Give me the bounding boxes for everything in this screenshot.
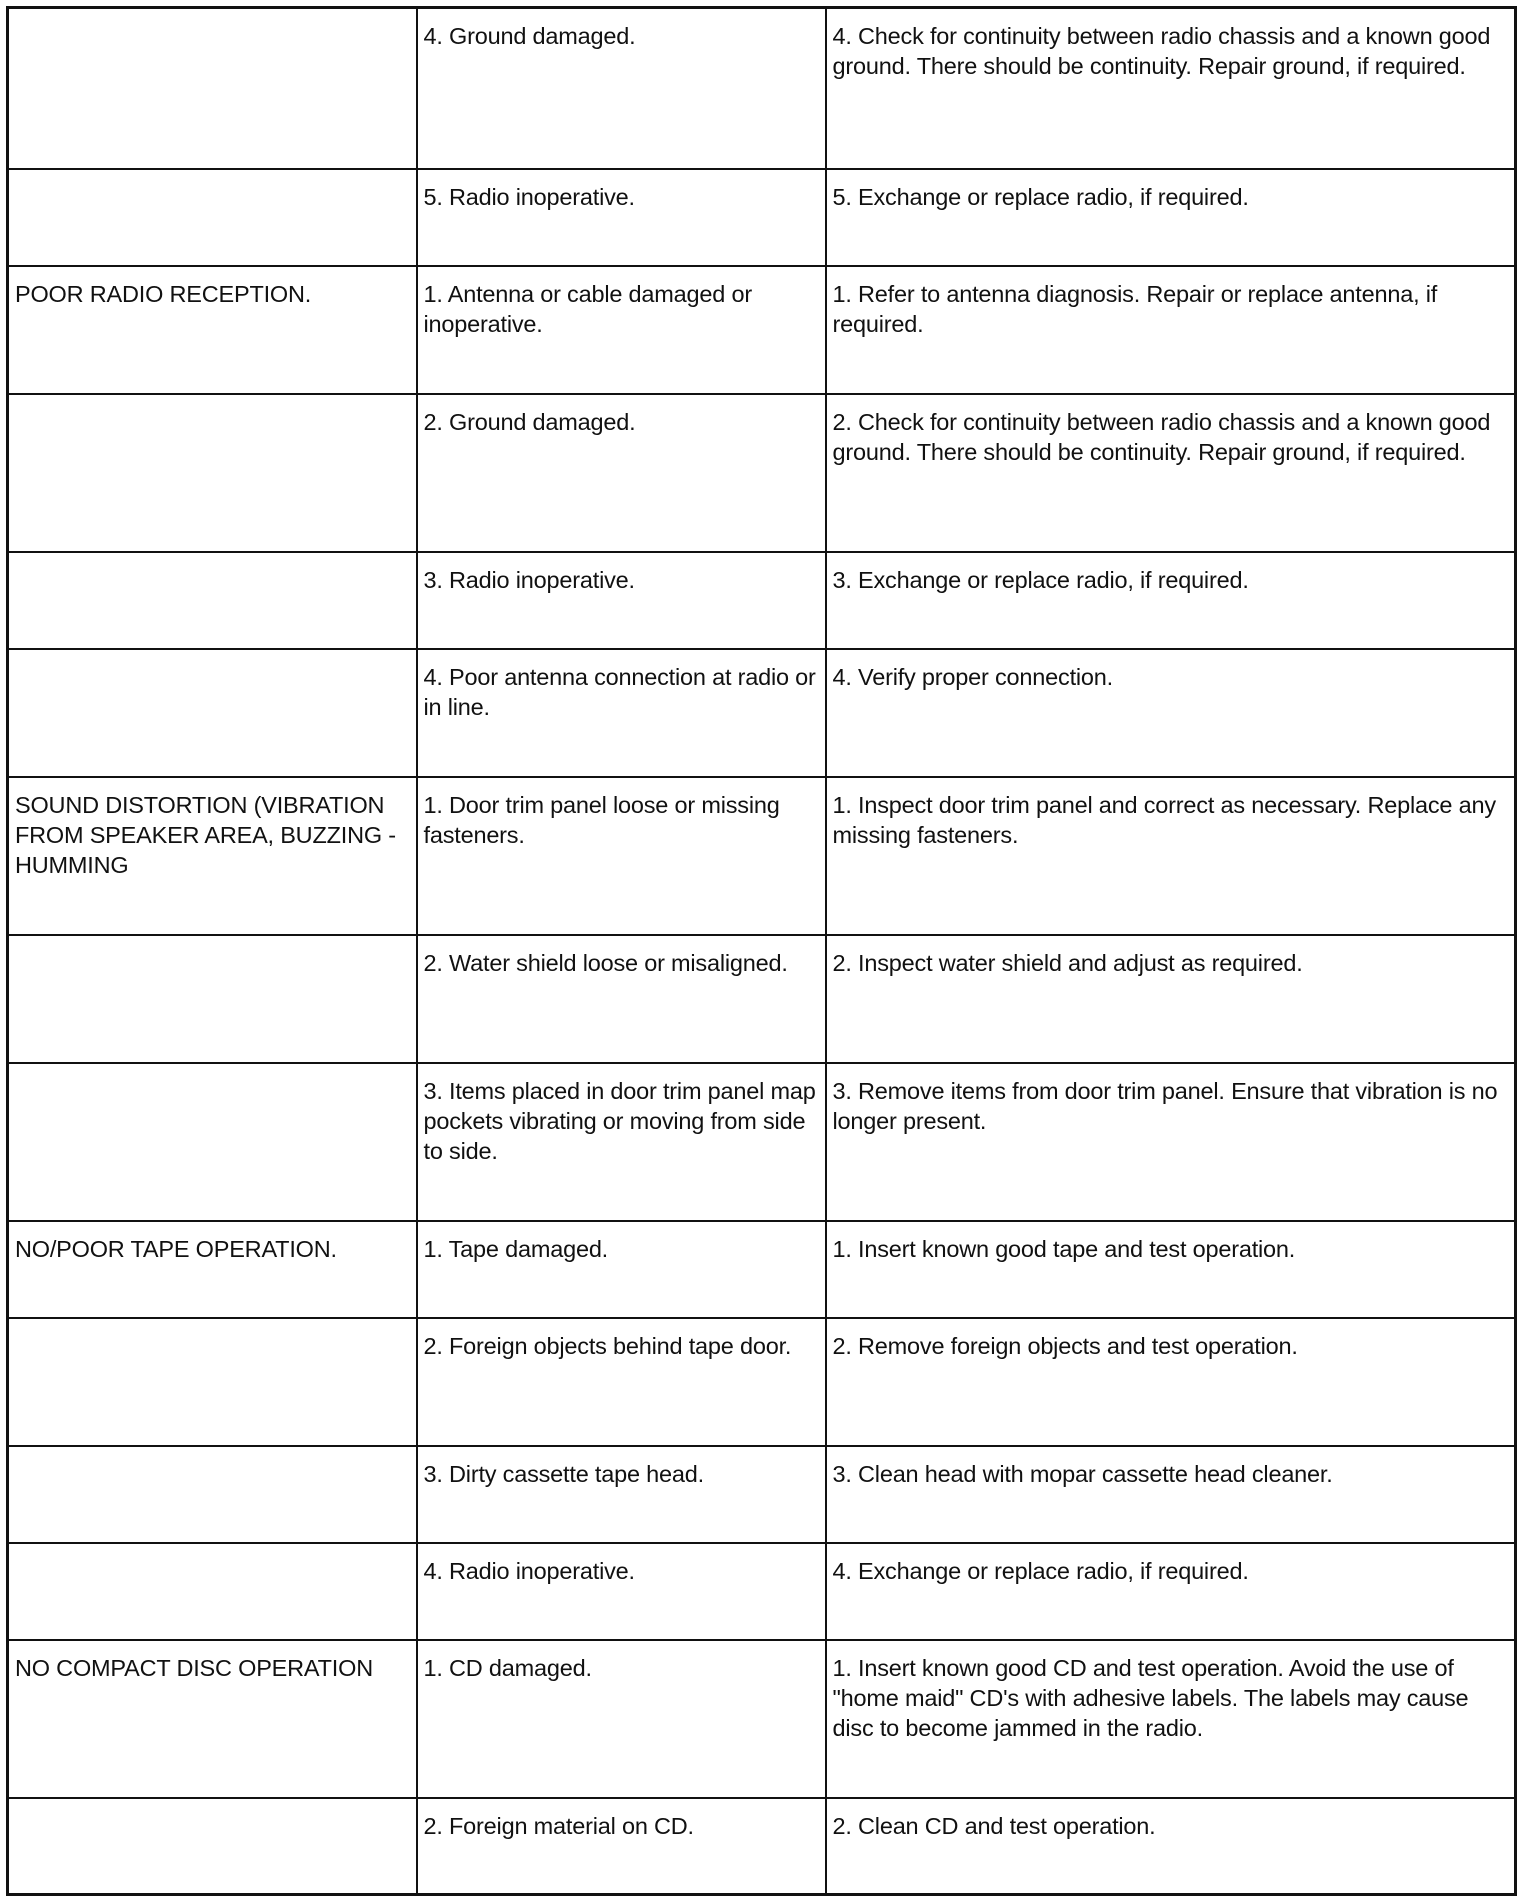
correction-cell: 3. Exchange or replace radio, if required. — [826, 552, 1516, 649]
possible-cause-cell: 4. Radio inoperative. — [417, 1543, 826, 1640]
condition-cell — [8, 394, 417, 552]
condition-cell: SOUND DISTORTION (VIBRATION FROM SPEAKER AREA, BUZZING - HUMMING — [8, 777, 417, 935]
possible-cause-cell: 1. Door trim panel loose or missing fasteners. — [417, 777, 826, 935]
correction-cell: 2. Inspect water shield and adjust as required. — [826, 935, 1516, 1063]
possible-cause-cell: 3. Radio inoperative. — [417, 552, 826, 649]
possible-cause-cell: 3. Dirty cassette tape head. — [417, 1446, 826, 1543]
table-row — [8, 1446, 1516, 1543]
correction-cell: 1. Insert known good tape and test operation. — [826, 1221, 1516, 1318]
correction-cell: 1. Inspect door trim panel and correct as necessary. Replace any missing fasteners. — [826, 777, 1516, 935]
table-row — [8, 8, 1516, 169]
correction-cell: 3. Clean head with mopar cassette head cleaner. — [826, 1446, 1516, 1543]
condition-cell — [8, 8, 417, 169]
document-page — [6, 6, 1514, 1888]
table-row — [8, 649, 1516, 777]
possible-cause-cell: 1. CD damaged. — [417, 1640, 826, 1798]
possible-cause-cell: 5. Radio inoperative. — [417, 169, 826, 266]
condition-cell — [8, 1446, 417, 1543]
table-row — [8, 266, 1516, 394]
correction-cell: 2. Check for continuity between radio chassis and a known good ground. There should be continuity. Repair ground, if required. — [826, 394, 1516, 552]
correction-cell: 5. Exchange or replace radio, if required. — [826, 169, 1516, 266]
correction-cell: 1. Insert known good CD and test operation. Avoid the use of "home maid" CD's with adhesive labels. The labels may cause disc to become jammed in the radio. — [826, 1640, 1516, 1798]
correction-cell: 2. Clean CD and test operation. — [826, 1798, 1516, 1895]
condition-cell — [8, 649, 417, 777]
possible-cause-cell: 4. Ground damaged. — [417, 8, 826, 169]
condition-cell — [8, 552, 417, 649]
correction-cell: 4. Check for continuity between radio chassis and a known good ground. There should be continuity. Repair ground, if required. — [826, 8, 1516, 169]
possible-cause-cell: 2. Foreign material on CD. — [417, 1798, 826, 1895]
condition-cell: POOR RADIO RECEPTION. — [8, 266, 417, 394]
table-row — [8, 935, 1516, 1063]
possible-cause-cell: 1. Antenna or cable damaged or inoperative. — [417, 266, 826, 394]
possible-cause-cell: 2. Foreign objects behind tape door. — [417, 1318, 826, 1446]
possible-cause-cell: 3. Items placed in door trim panel map pockets vibrating or moving from side to side. — [417, 1063, 826, 1221]
condition-cell — [8, 935, 417, 1063]
table-row — [8, 1798, 1516, 1895]
table-row — [8, 1543, 1516, 1640]
correction-cell: 2. Remove foreign objects and test operation. — [826, 1318, 1516, 1446]
condition-cell — [8, 1798, 417, 1895]
table-row — [8, 1318, 1516, 1446]
table-row — [8, 777, 1516, 935]
possible-cause-cell: 2. Water shield loose or misaligned. — [417, 935, 826, 1063]
condition-cell: NO COMPACT DISC OPERATION — [8, 1640, 417, 1798]
possible-cause-cell: 2. Ground damaged. — [417, 394, 826, 552]
table-row — [8, 552, 1516, 649]
correction-cell: 4. Verify proper connection. — [826, 649, 1516, 777]
condition-cell — [8, 1318, 417, 1446]
correction-cell: 4. Exchange or replace radio, if required. — [826, 1543, 1516, 1640]
table-row — [8, 169, 1516, 266]
condition-cell — [8, 1543, 417, 1640]
table-row — [8, 394, 1516, 552]
table-row — [8, 1640, 1516, 1798]
condition-cell: NO/POOR TAPE OPERATION. — [8, 1221, 417, 1318]
possible-cause-cell: 4. Poor antenna connection at radio or in line. — [417, 649, 826, 777]
condition-cell — [8, 1063, 417, 1221]
diagnosis-table — [6, 6, 1517, 1896]
table-row — [8, 1063, 1516, 1221]
condition-cell — [8, 169, 417, 266]
correction-cell: 1. Refer to antenna diagnosis. Repair or replace antenna, if required. — [826, 266, 1516, 394]
correction-cell: 3. Remove items from door trim panel. Ensure that vibration is no longer present. — [826, 1063, 1516, 1221]
table-row — [8, 1221, 1516, 1318]
possible-cause-cell: 1. Tape damaged. — [417, 1221, 826, 1318]
